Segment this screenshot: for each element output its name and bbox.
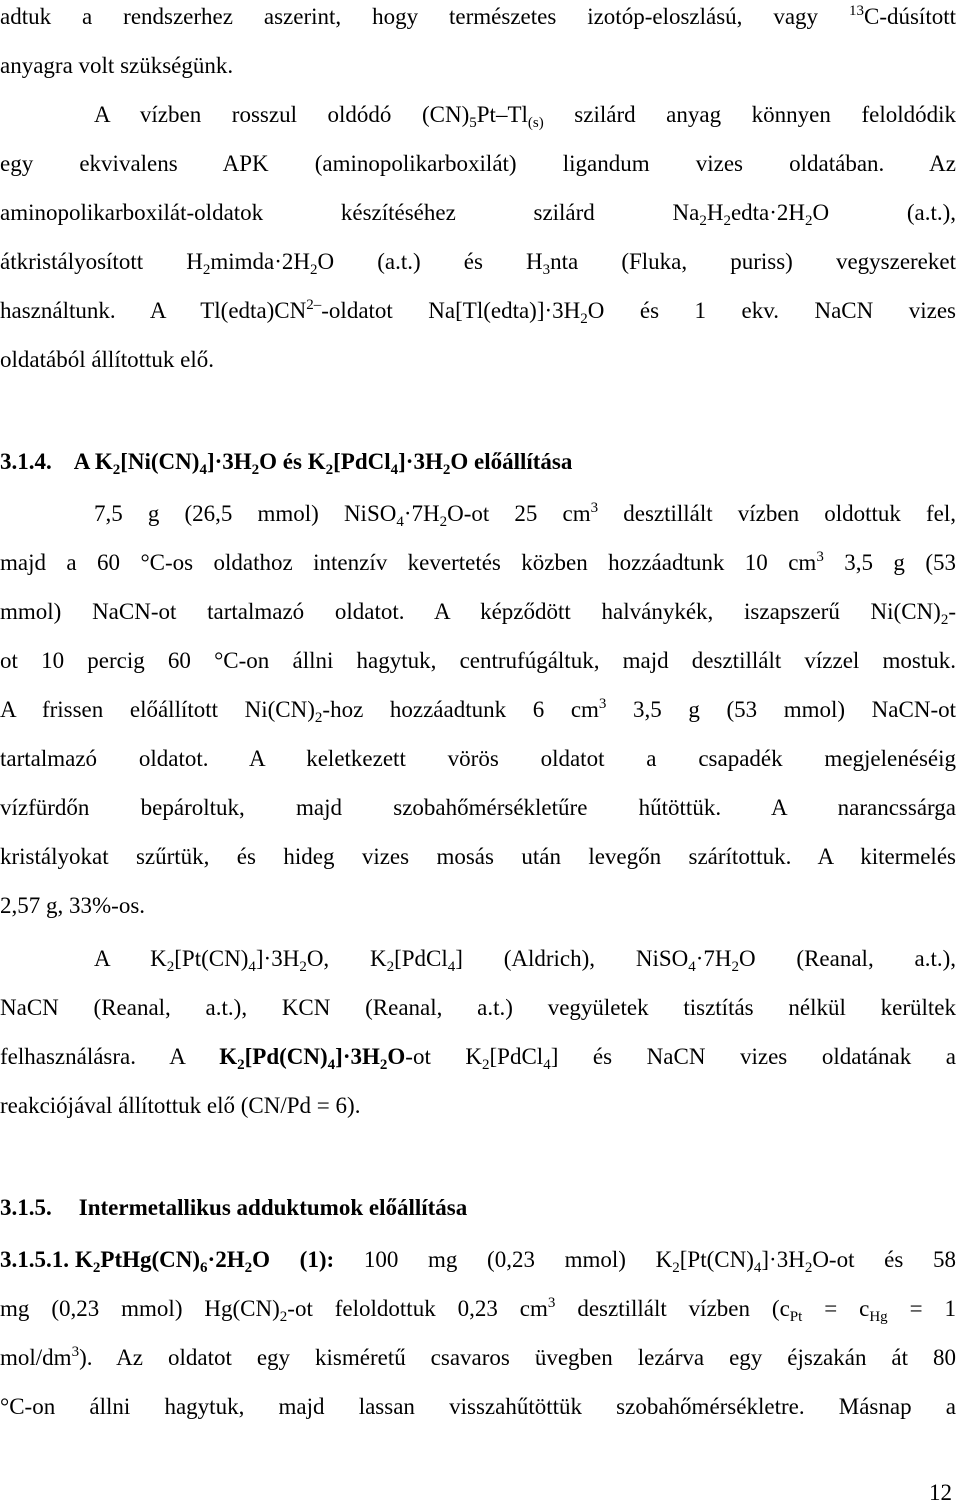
text-line: adtuk a rendszerhez aszerint, hogy természetes izotóp-eloszlású, vagy $^{13}$C-dúsított	[0, 3, 956, 29]
text-line: átkristályosított $H_2mimda\cdot 2H_2O$ (a.t.) és $H_3nta$ (Fluka, puriss) vegyszereket	[0, 249, 956, 278]
page-number: 12	[929, 1480, 952, 1505]
text-line: reakciójával állítottuk elő (CN/Pd = 6).	[0, 1093, 361, 1118]
text-line: használtunk. A $Tl(edta)CN^{2-}$-oldatot $Na[Tl(edta)]\cdot 3H_2O$ és 1 ekv. NaCN vizes	[0, 297, 957, 327]
text-line: ot 10 percig 60 °C-on állni hagytuk, centrufúgáltuk, majd desztillált vízzel mostuk.	[0, 648, 956, 673]
text-line: A $K_2[Pt(CN)_4]\cdot 3H_2O$, $K_2[PdCl_4]$ (Aldrich), $NiSO_4\cdot 7H_2O$ (Reanal, a.t.),	[94, 946, 956, 975]
text-line: kristályokat szűrtük, és hideg vizes mosás után levegőn szárítottuk. A kitermelés	[0, 844, 956, 869]
text-line: aminopolikarboxilát-oldatok készítéséhez szilárd $Na_2H_2edta\cdot 2H_2O$ (a.t.),	[0, 200, 956, 229]
text-line: 7,5 g (26,5 mmol) $NiSO_4\cdot 7H_2O-ot$ 25 $cm^3$ desztillált vízben oldottuk fel,	[94, 500, 957, 530]
section-heading: 3.1.5. Intermetallikus adduktumok előállítása	[0, 1195, 468, 1220]
text-line: anyagra volt szükségünk.	[0, 53, 234, 78]
text-line: vízfürdőn bepároltuk, majd szobahőmérsékletűre hűtöttük. A narancssárga	[0, 795, 956, 820]
text-line: mg (0,23 mmol) $Hg(CN)_2-ot$ feloldottuk 0,23 $cm^3$ desztillált vízben ($c_{Pt} = c_{Hg} = 1$	[0, 1295, 956, 1325]
text-line: mol/$dm^3$). Az oldatot egy kisméretű csavaros üvegben lezárva egy éjszakán át 80	[0, 1344, 956, 1370]
text-line: A vízben rosszul oldódó $(CN)_5Pt-Tl_{(s)}$ szilárd anyag könnyen feloldódik	[94, 102, 956, 131]
text-line: egy ekvivalens APK (aminopolikarboxilát) ligandum vizes oldatában. Az	[0, 151, 956, 176]
text-line: oldatából állítottuk elő.	[0, 347, 214, 372]
text-line: 3.1.5.1. $K_2PtHg(CN)_6\cdot 2H_2O$ (1): 100 mg (0,23 mmol) $K_2[Pt(CN)_4]\cdot 3H_2O-ot$ és 58	[0, 1247, 956, 1276]
text-line: mmol) NaCN-ot tartalmazó oldatot. A képződött halványkék, iszapszerű $Ni(CN)_2-$	[0, 599, 956, 628]
text-line: tartalmazó oldatot. A keletkezett vörös oldatot a csapadék megjelenéséig	[0, 746, 956, 771]
text-line: felhasználásra. A $K_2[Pd(CN)_4]\cdot 3H_2O-ot$ $K_2[PdCl_4]$ és NaCN vizes oldatának a	[0, 1044, 956, 1073]
text-line: majd a 60 °C-os oldathoz intenzív kevertetés közben hozzáadtunk 10 $cm^3$ 3,5 g (53	[0, 549, 956, 575]
text-line: NaCN (Reanal, a.t.), KCN (Reanal, a.t.) vegyületek tisztítás nélkül kerültek	[0, 995, 956, 1020]
section-heading: 3.1.4. A $K_2[Ni(CN)_4]\cdot 3H_2O$ és $K_2[PdCl_4]\cdot 3H_2O$ előállítása	[0, 449, 573, 478]
text-line: °C-on állni hagytuk, majd lassan visszahűtöttük szobahőmérsékletre. Másnap a	[0, 1394, 956, 1419]
text-line: 2,57 g, 33%-os.	[0, 893, 146, 918]
text-line: A frissen előállított $Ni(CN)_2$-hoz hozzáadtunk 6 $cm^3$ 3,5 g (53 mmol) NaCN-ot	[0, 696, 957, 726]
